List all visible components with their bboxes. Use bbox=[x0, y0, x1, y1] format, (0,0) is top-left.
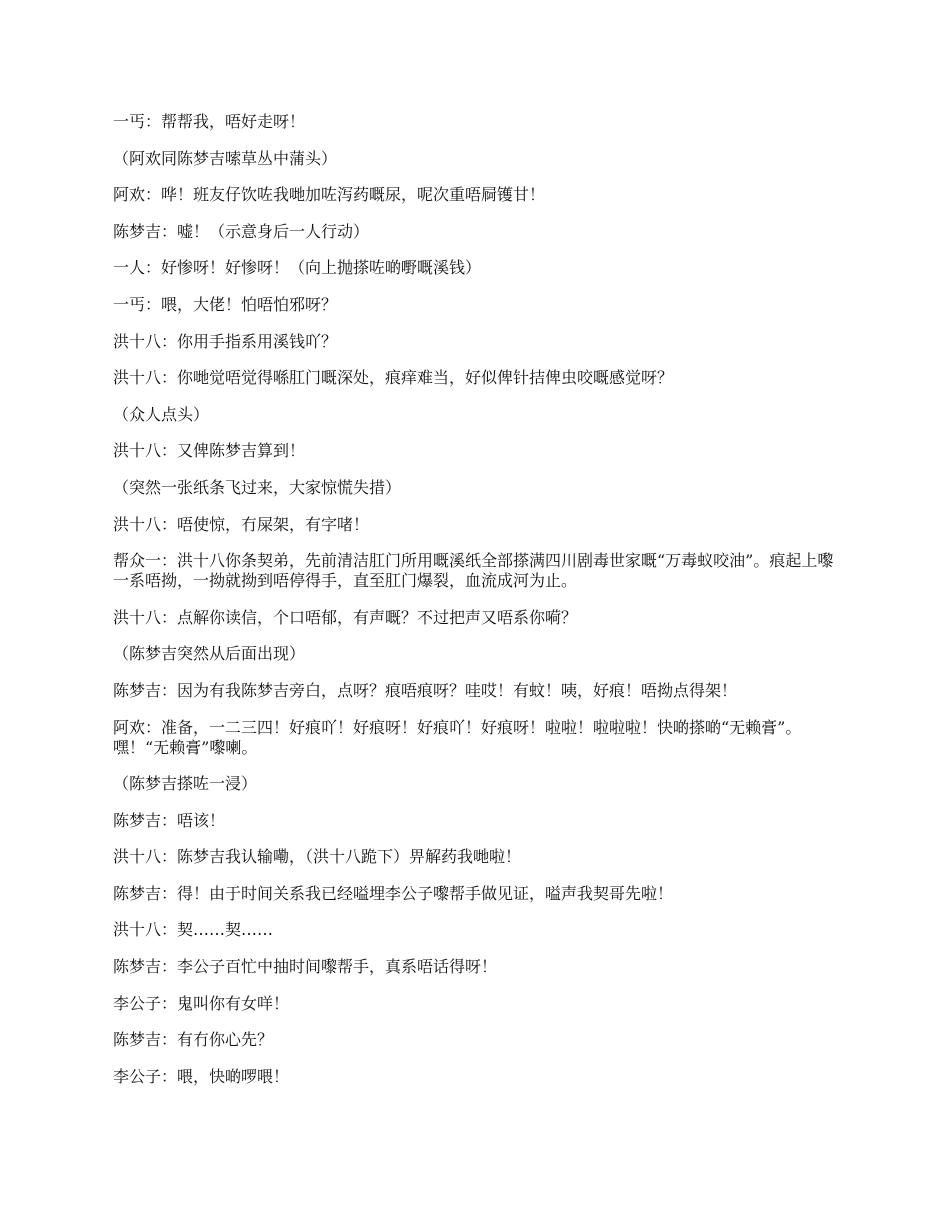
dialogue-line: 洪十八：唔使惊，冇屎架，有字啫！ bbox=[113, 514, 370, 534]
dialogue-line: 洪十八：你哋觉唔觉得喺肛门嘅深处，痕痒难当，好似俾针拮俾虫咬嘅感觉呀？ bbox=[113, 368, 674, 388]
dialogue-line: 一人：好惨呀！好惨呀！（向上抛搽咗啲嘢嘅溪钱） bbox=[113, 258, 482, 278]
script-page bbox=[113, 112, 835, 1103]
dialogue-line: 帮众一：洪十八你条契弟，先前清洁肛门所用嘅溪纸全部搽满四川剧毒世家嘅“万毒蚁咬油”。痕起上嚟一系唔拗，一拗就拗到唔停得手，直至肛门爆裂，血流成河为止。 bbox=[113, 551, 834, 591]
dialogue-line: 洪十八：又俾陈梦吉算到！ bbox=[113, 441, 306, 461]
dialogue-line: 陈梦吉：有冇你心先？ bbox=[113, 1030, 274, 1050]
dialogue-line: 李公子：喂，快啲啰喂！ bbox=[113, 1066, 290, 1086]
dialogue-line: 陈梦吉：得！由于时间关系我已经嗌埋李公子嚟帮手做见证，嗌声我契哥先啦！ bbox=[113, 883, 674, 903]
dialogue-line: 阿欢：哗！班友仔饮咗我哋加咗泻药嘅尿，呢次重唔屙镬甘！ bbox=[113, 185, 546, 205]
dialogue-line: 一丐：帮帮我，唔好走呀！ bbox=[113, 112, 306, 131]
stage-direction: （众人点头） bbox=[113, 404, 210, 424]
dialogue-line: 李公子：鬼叫你有女咩！ bbox=[113, 993, 290, 1013]
dialogue-line: 陈梦吉：李公子百忙中抽时间嚟帮手，真系唔话得呀！ bbox=[113, 957, 498, 977]
dialogue-line: 一丐：喂，大佬！怕唔怕邪呀？ bbox=[113, 294, 338, 314]
dialogue-line: 阿欢：准备，一二三四！好痕吖！好痕呀！好痕吖！好痕呀！啦啦！啦啦啦！快啲搽啲“无赖膏”。嘿！“无赖膏”嚟喇。 bbox=[113, 717, 802, 757]
stage-direction: （阿欢同陈梦吉嗦草丛中蒲头） bbox=[113, 148, 338, 168]
stage-direction: （陈梦吉突然从后面出现） bbox=[113, 644, 306, 664]
dialogue-line: 洪十八：你用手指系用溪钱吖？ bbox=[113, 331, 338, 351]
dialogue-line: 陈梦吉：因为有我陈梦吉旁白，点呀？痕唔痕呀？哇哎！有蚊！咦，好痕！唔拗点得架！ bbox=[113, 680, 738, 700]
dialogue-line: 陈梦吉：嘘！（示意身后一人行动） bbox=[113, 221, 370, 241]
dialogue-line: 洪十八：陈梦吉我认输嘞，（洪十八跪下）畀解药我哋啦！ bbox=[113, 847, 522, 867]
stage-direction: （陈梦吉搽咗一浸） bbox=[113, 774, 258, 794]
dialogue-line: 洪十八：契……契…… bbox=[113, 920, 274, 940]
dialogue-line: 陈梦吉：唔该！ bbox=[113, 810, 226, 830]
dialogue-line: 洪十八：点解你读信，个口唔郁，有声嘅？不过把声又唔系你嗬？ bbox=[113, 607, 578, 627]
stage-direction: （突然一张纸条飞过来，大家惊慌失措） bbox=[113, 477, 402, 497]
